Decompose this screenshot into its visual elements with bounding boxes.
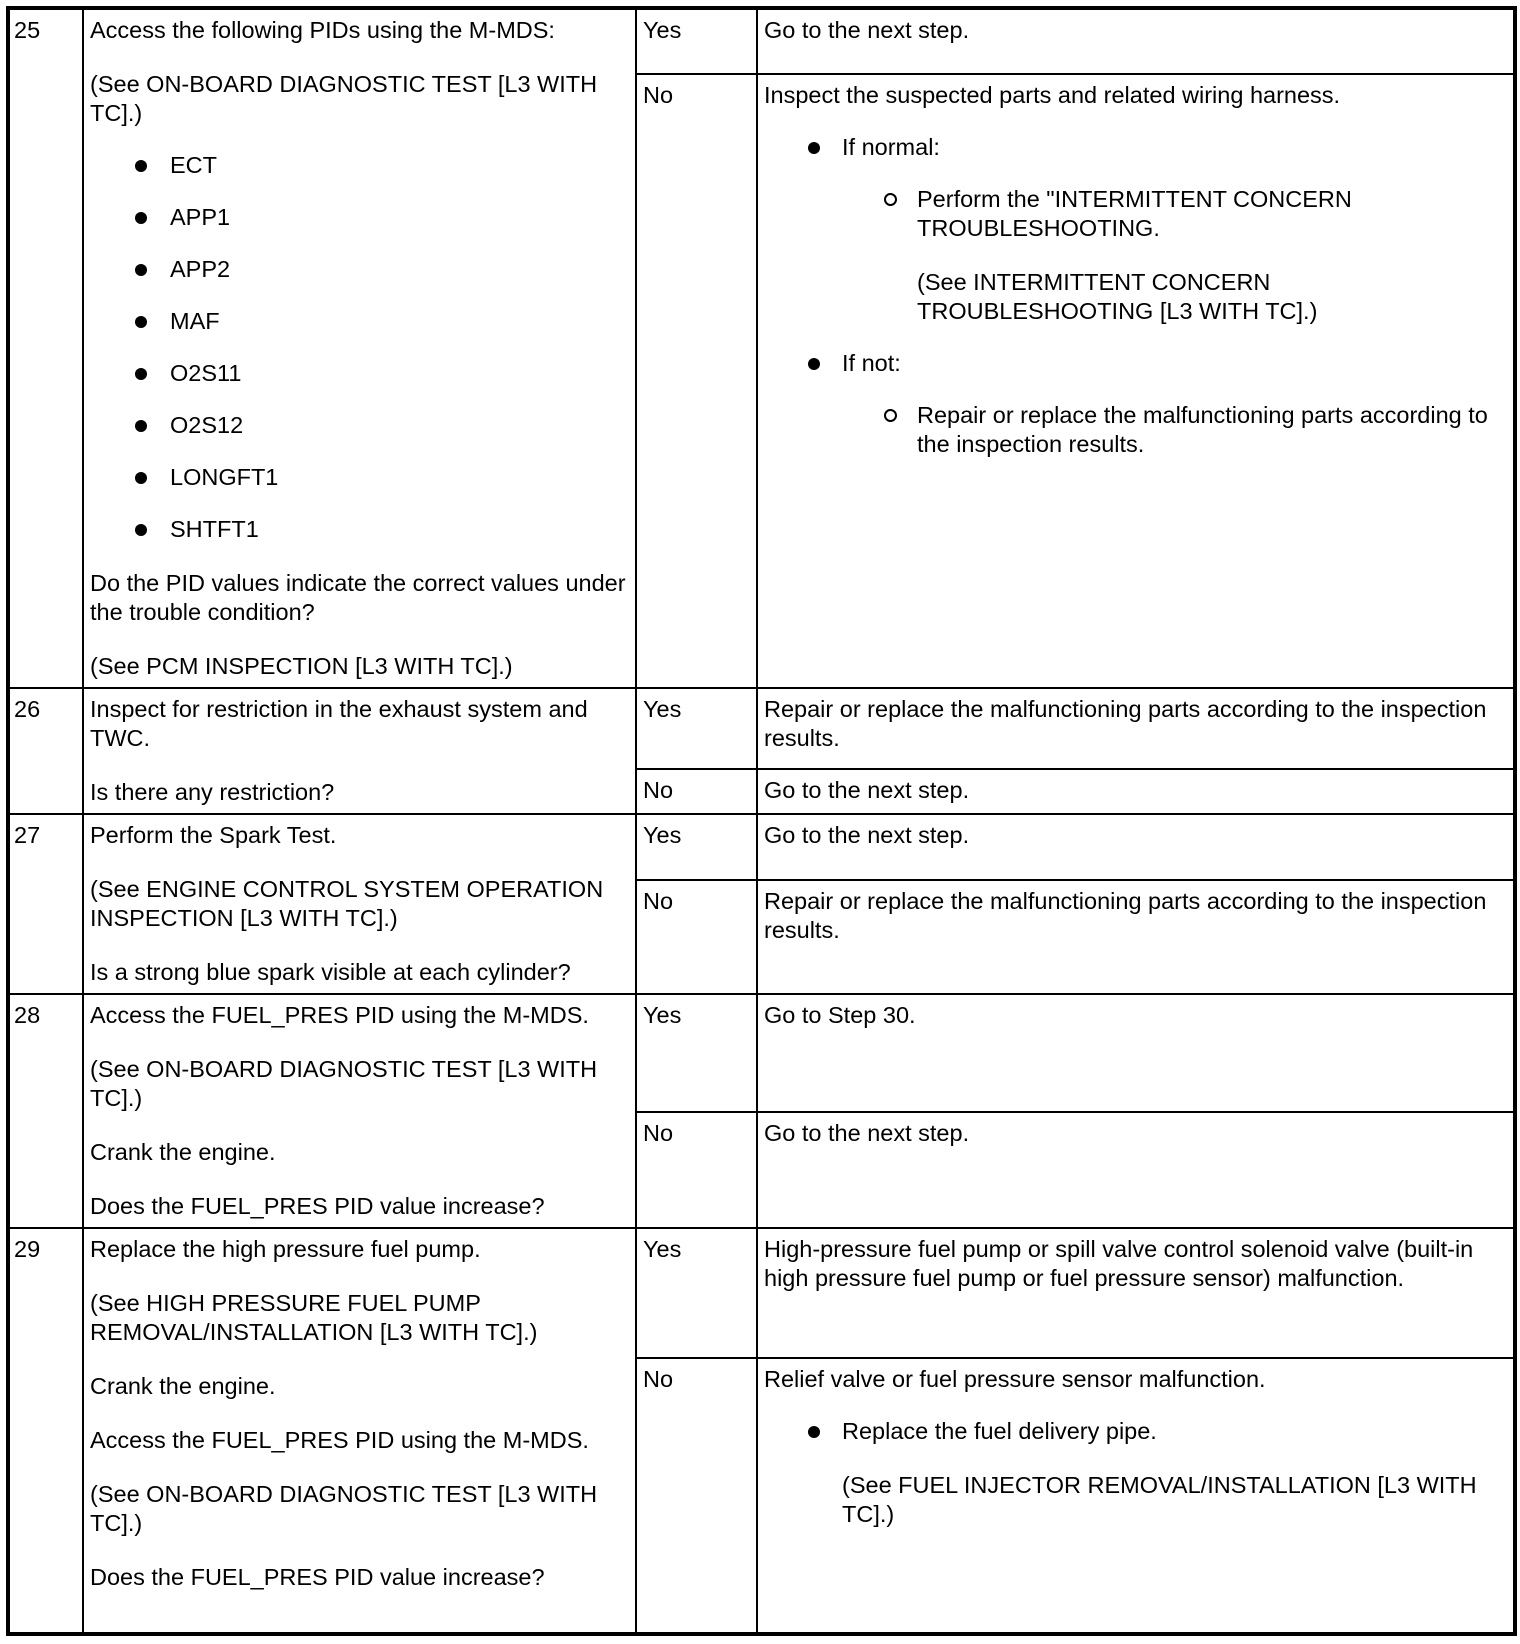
list-item: ECT — [90, 151, 627, 180]
list-item: SHTFT1 — [90, 515, 627, 544]
step-action — [83, 814, 636, 994]
table-row — [8, 8, 1515, 74]
result-yes-label: Yes — [636, 814, 757, 880]
result-yes-label: Yes — [636, 1228, 757, 1358]
step-number: 26 — [8, 688, 83, 814]
action-text: Access the following PIDs using the M-MDS: — [90, 17, 555, 43]
result-yes-label: Yes — [636, 994, 757, 1112]
list-item — [764, 133, 1505, 326]
action-reference: (See ENGINE CONTROL SYSTEM OPERATION INSPECTION [L3 WITH TC].) — [90, 876, 604, 931]
action-reference: (See ON-BOARD DIAGNOSTIC TEST [L3 WITH TC].) — [90, 71, 598, 126]
action-text: Inspect the suspected parts and related wiring harness. — [764, 82, 1341, 108]
list-item — [764, 1417, 1505, 1529]
action-reference: (See ON-BOARD DIAGNOSTIC TEST [L3 WITH TC].) — [90, 1481, 598, 1536]
result-yes-action: Go to Step 30. — [757, 994, 1515, 1112]
result-yes-action: Go to the next step. — [757, 8, 1515, 74]
action-text: Inspect for restriction in the exhaust system and TWC. — [90, 696, 588, 751]
step-number: 25 — [8, 8, 83, 688]
list-item-text: Replace the fuel delivery pipe. — [842, 1418, 1157, 1444]
condition-list — [764, 133, 1505, 459]
list-item: O2S12 — [90, 411, 627, 440]
sub-item-text: Perform the "INTERMITTENT CONCERN TROUBLESHOOTING. — [917, 186, 1352, 241]
list-item — [764, 349, 1505, 459]
action-question: Does the FUEL_PRES PID value increase? — [90, 1564, 545, 1590]
result-no-action — [757, 1358, 1515, 1634]
table-row — [8, 994, 1515, 1112]
pid-list — [90, 151, 627, 544]
list-item: APP1 — [90, 203, 627, 232]
action-question: Is a strong blue spark visible at each cylinder? — [90, 959, 571, 985]
list-item: MAF — [90, 307, 627, 336]
result-no-label: No — [636, 74, 757, 688]
step-number: 29 — [8, 1228, 83, 1634]
step-number: 27 — [8, 814, 83, 994]
result-no-action: Go to the next step. — [757, 1112, 1515, 1229]
list-item-reference: (See FUEL INJECTOR REMOVAL/INSTALLATION [L3 WITH TC].) — [842, 1472, 1477, 1527]
step-action — [83, 1228, 636, 1634]
action-text: Relief valve or fuel pressure sensor malfunction. — [764, 1366, 1266, 1392]
sub-list — [842, 401, 1505, 459]
result-yes-label: Yes — [636, 688, 757, 769]
result-no-action: Go to the next step. — [757, 769, 1515, 814]
action-reference: (See HIGH PRESSURE FUEL PUMP REMOVAL/INSTALLATION [L3 WITH TC].) — [90, 1290, 538, 1345]
action-question: Does the FUEL_PRES PID value increase? — [90, 1193, 545, 1219]
step-action — [83, 8, 636, 688]
action-reference: (See ON-BOARD DIAGNOSTIC TEST [L3 WITH TC].) — [90, 1056, 598, 1111]
list-item — [842, 185, 1505, 326]
sub-list — [842, 185, 1505, 326]
action-text: Crank the engine. — [90, 1373, 276, 1399]
step-action — [83, 688, 636, 814]
list-item: Repair or replace the malfunctioning parts according to the inspection results. — [842, 401, 1505, 459]
diagnostic-procedure-table — [6, 6, 1517, 1636]
action-question: Do the PID values indicate the correct values under the trouble condition? — [90, 570, 626, 625]
action-text: Crank the engine. — [90, 1139, 276, 1165]
result-yes-action: High-pressure fuel pump or spill valve control solenoid valve (built-in high pressure fuel pump or fuel pressure sensor) malfunction. — [757, 1228, 1515, 1358]
step-action — [83, 994, 636, 1228]
table-row — [8, 814, 1515, 880]
action-text: Access the FUEL_PRES PID using the M-MDS. — [90, 1002, 589, 1028]
table-row — [8, 688, 1515, 769]
result-yes-label: Yes — [636, 8, 757, 74]
result-no-label: No — [636, 1358, 757, 1634]
list-item: O2S11 — [90, 359, 627, 388]
result-no-label: No — [636, 880, 757, 994]
step-number: 28 — [8, 994, 83, 1228]
condition-label: If not: — [842, 350, 901, 376]
list-item: LONGFT1 — [90, 463, 627, 492]
action-text: Perform the Spark Test. — [90, 822, 337, 848]
action-text: Replace the high pressure fuel pump. — [90, 1236, 481, 1262]
result-no-action: Repair or replace the malfunctioning parts according to the inspection results. — [757, 880, 1515, 994]
action-text: Access the FUEL_PRES PID using the M-MDS. — [90, 1427, 589, 1453]
list-item: APP2 — [90, 255, 627, 284]
result-yes-action: Go to the next step. — [757, 814, 1515, 880]
sub-item-reference: (See INTERMITTENT CONCERN TROUBLESHOOTING [L3 WITH TC].) — [917, 269, 1318, 324]
action-question: Is there any restriction? — [90, 779, 335, 805]
result-yes-action: Repair or replace the malfunctioning parts according to the inspection results. — [757, 688, 1515, 769]
result-no-label: No — [636, 1112, 757, 1229]
result-no-action — [757, 74, 1515, 688]
table-row — [8, 1228, 1515, 1358]
condition-label: If normal: — [842, 134, 940, 160]
result-no-label: No — [636, 769, 757, 814]
action-list — [764, 1417, 1505, 1529]
action-reference: (See PCM INSPECTION [L3 WITH TC].) — [90, 653, 513, 679]
